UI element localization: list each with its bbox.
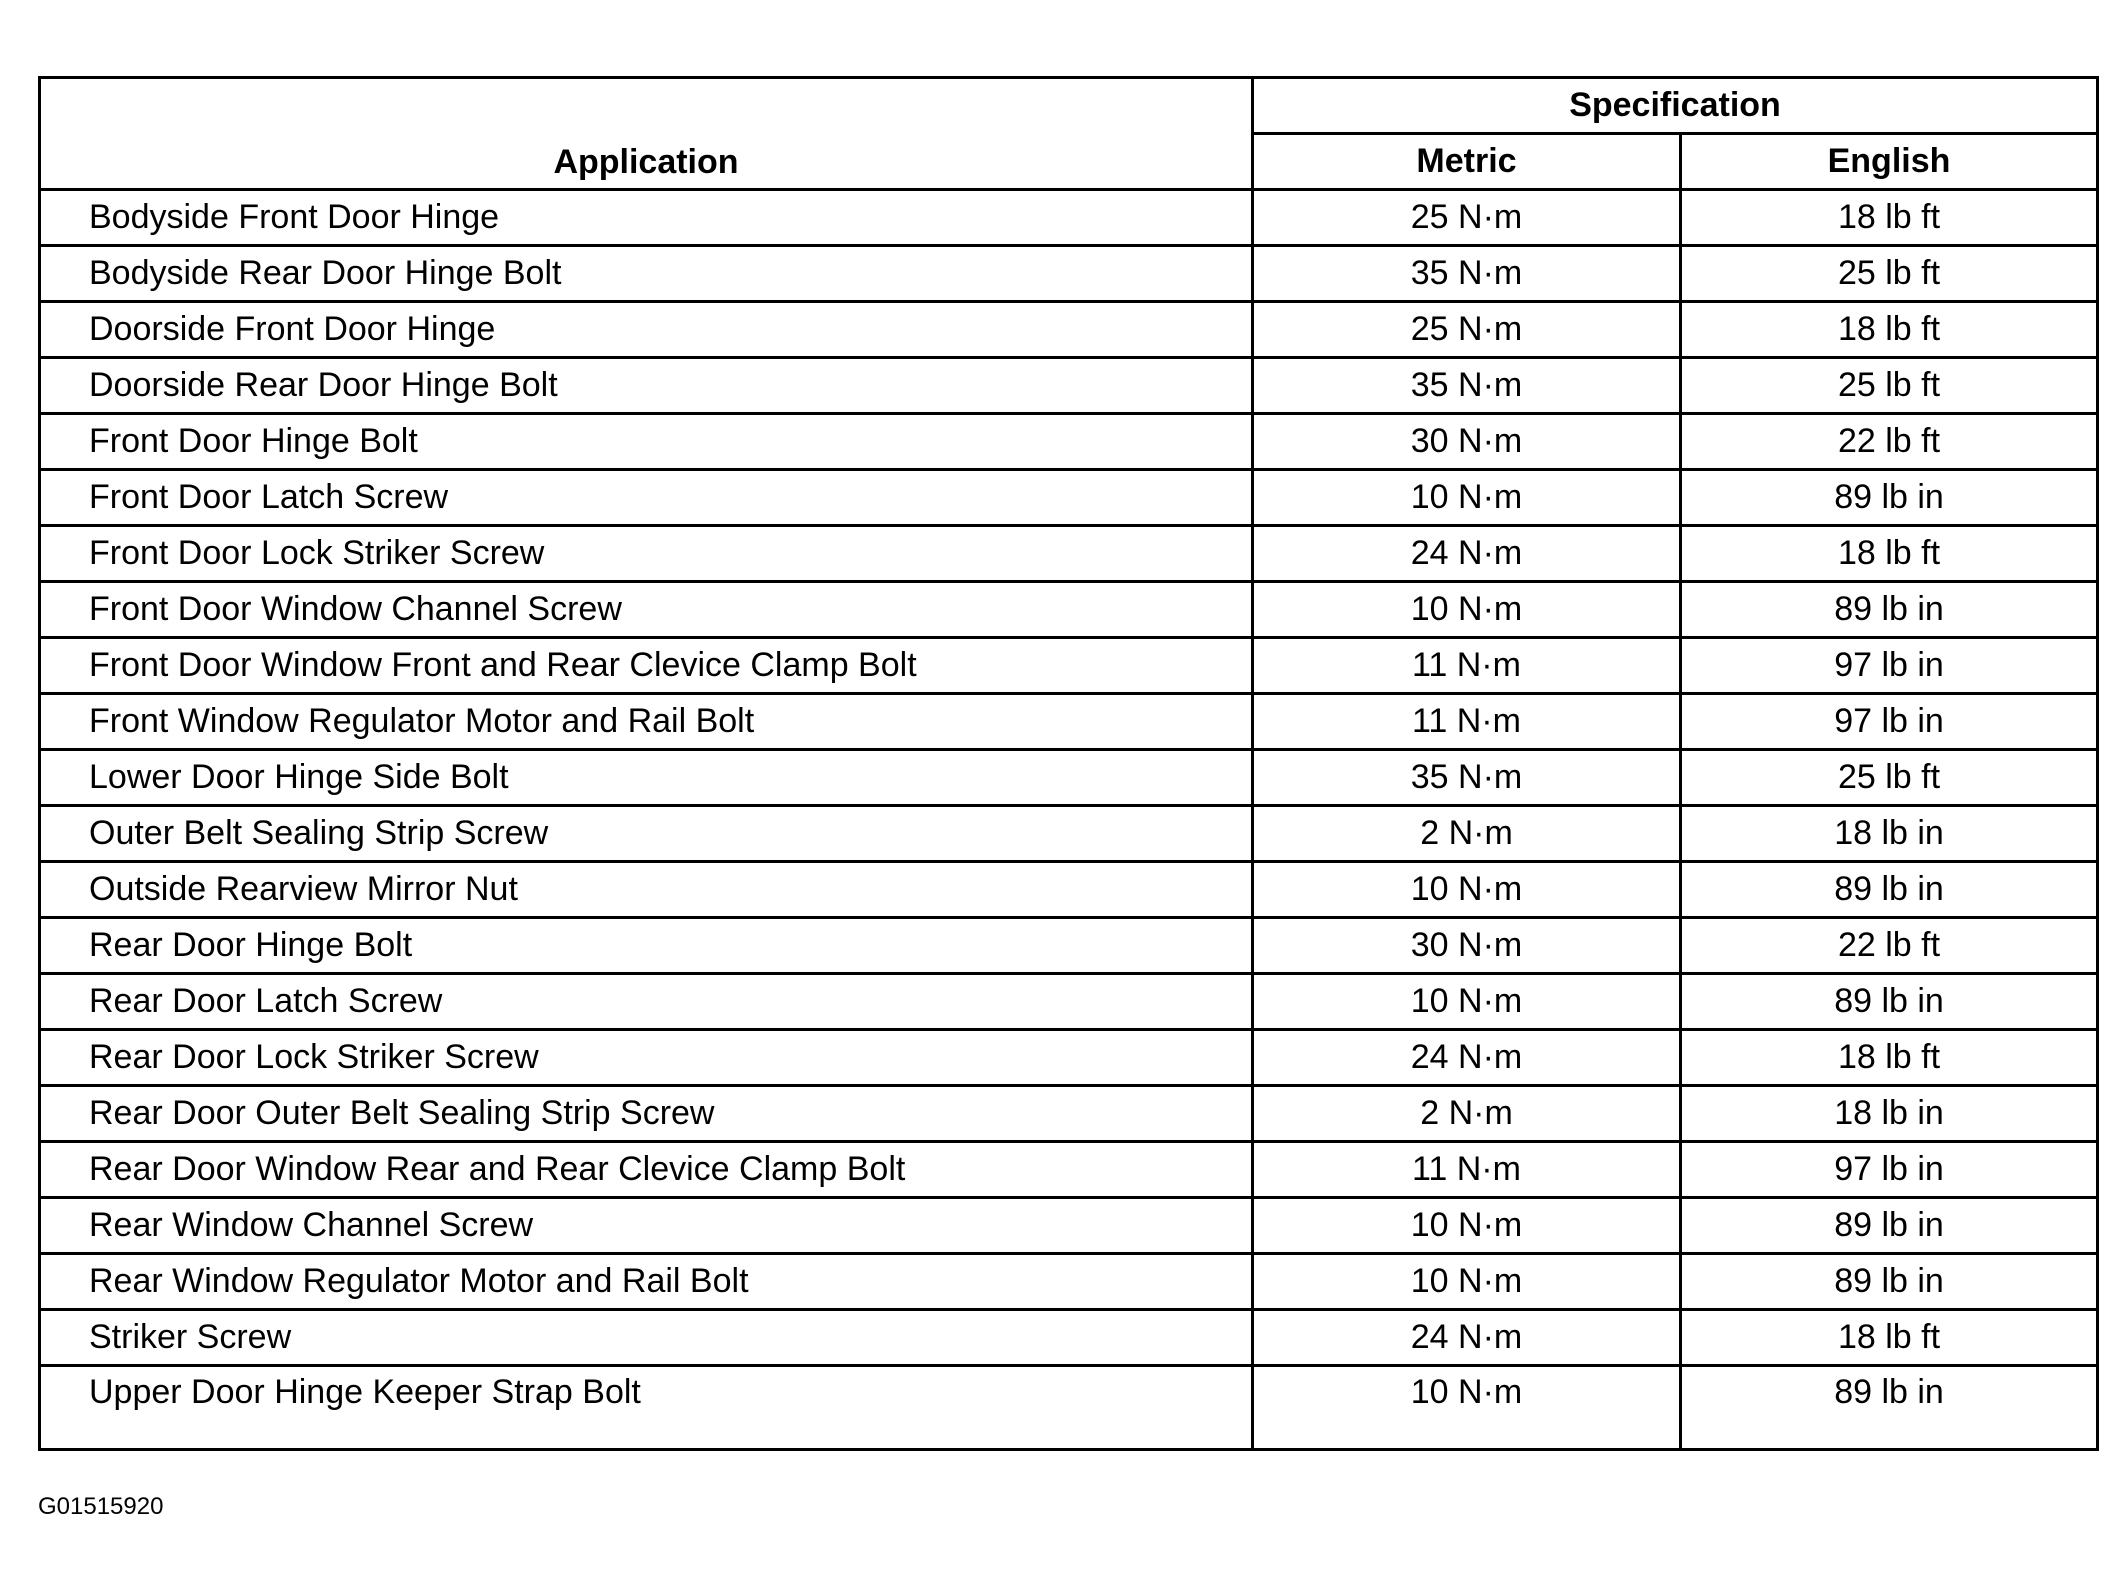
table-header bbox=[40, 78, 2098, 190]
metric-cell: 11 N·m bbox=[1253, 1142, 1681, 1198]
metric-cell: 2 N·m bbox=[1253, 1086, 1681, 1142]
english-cell: 25 lb ft bbox=[1681, 358, 2098, 414]
metric-cell: 10 N·m bbox=[1253, 1198, 1681, 1254]
table-row bbox=[40, 862, 2098, 918]
application-cell: Rear Door Hinge Bolt bbox=[40, 918, 1253, 974]
application-header: Application bbox=[40, 78, 1253, 190]
metric-cell: 11 N·m bbox=[1253, 638, 1681, 694]
english-cell: 22 lb ft bbox=[1681, 414, 2098, 470]
table-row bbox=[40, 526, 2098, 582]
english-cell: 18 lb ft bbox=[1681, 190, 2098, 246]
table-row bbox=[40, 918, 2098, 974]
application-cell: Doorside Rear Door Hinge Bolt bbox=[40, 358, 1253, 414]
table-row bbox=[40, 358, 2098, 414]
metric-cell: 10 N·m bbox=[1253, 582, 1681, 638]
table-body bbox=[40, 190, 2098, 1450]
table-row bbox=[40, 1310, 2098, 1366]
metric-cell: 10 N·m bbox=[1253, 862, 1681, 918]
english-cell: 18 lb in bbox=[1681, 806, 2098, 862]
application-cell: Upper Door Hinge Keeper Strap Bolt bbox=[40, 1366, 1253, 1450]
figure-id: G01515920 bbox=[38, 1493, 164, 1520]
metric-cell: 24 N·m bbox=[1253, 1030, 1681, 1086]
application-cell: Rear Door Outer Belt Sealing Strip Screw bbox=[40, 1086, 1253, 1142]
application-cell: Doorside Front Door Hinge bbox=[40, 302, 1253, 358]
metric-cell: 24 N·m bbox=[1253, 526, 1681, 582]
application-cell: Outside Rearview Mirror Nut bbox=[40, 862, 1253, 918]
table-row bbox=[40, 1142, 2098, 1198]
english-cell: 89 lb in bbox=[1681, 582, 2098, 638]
application-cell: Front Window Regulator Motor and Rail Bolt bbox=[40, 694, 1253, 750]
application-cell: Front Door Lock Striker Screw bbox=[40, 526, 1253, 582]
application-cell: Striker Screw bbox=[40, 1310, 1253, 1366]
application-cell: Rear Door Lock Striker Screw bbox=[40, 1030, 1253, 1086]
application-cell: Rear Door Window Rear and Rear Clevice Clamp Bolt bbox=[40, 1142, 1253, 1198]
table-row bbox=[40, 1030, 2098, 1086]
metric-header: Metric bbox=[1253, 134, 1681, 190]
table-row bbox=[40, 694, 2098, 750]
specification-header: Specification bbox=[1253, 78, 2098, 134]
metric-cell: 30 N·m bbox=[1253, 918, 1681, 974]
table-row bbox=[40, 638, 2098, 694]
table-row bbox=[40, 414, 2098, 470]
application-cell: Outer Belt Sealing Strip Screw bbox=[40, 806, 1253, 862]
metric-cell: 35 N·m bbox=[1253, 750, 1681, 806]
english-cell: 89 lb in bbox=[1681, 470, 2098, 526]
english-cell: 89 lb in bbox=[1681, 1198, 2098, 1254]
table-row bbox=[40, 974, 2098, 1030]
table-row bbox=[40, 190, 2098, 246]
english-cell: 18 lb ft bbox=[1681, 1310, 2098, 1366]
table-row bbox=[40, 582, 2098, 638]
english-cell: 25 lb ft bbox=[1681, 750, 2098, 806]
table-row bbox=[40, 246, 2098, 302]
metric-cell: 24 N·m bbox=[1253, 1310, 1681, 1366]
metric-cell: 11 N·m bbox=[1253, 694, 1681, 750]
application-cell: Front Door Hinge Bolt bbox=[40, 414, 1253, 470]
english-cell: 89 lb in bbox=[1681, 862, 2098, 918]
english-cell: 22 lb ft bbox=[1681, 918, 2098, 974]
table-row bbox=[40, 806, 2098, 862]
english-cell: 97 lb in bbox=[1681, 694, 2098, 750]
application-cell: Front Door Window Channel Screw bbox=[40, 582, 1253, 638]
metric-cell: 10 N·m bbox=[1253, 1366, 1681, 1450]
table-row bbox=[40, 1198, 2098, 1254]
metric-cell: 10 N·m bbox=[1253, 974, 1681, 1030]
english-cell: 25 lb ft bbox=[1681, 246, 2098, 302]
application-cell: Bodyside Rear Door Hinge Bolt bbox=[40, 246, 1253, 302]
metric-cell: 10 N·m bbox=[1253, 470, 1681, 526]
english-cell: 89 lb in bbox=[1681, 1366, 2098, 1450]
metric-cell: 25 N·m bbox=[1253, 302, 1681, 358]
metric-cell: 30 N·m bbox=[1253, 414, 1681, 470]
english-cell: 18 lb ft bbox=[1681, 302, 2098, 358]
english-cell: 89 lb in bbox=[1681, 974, 2098, 1030]
table-row bbox=[40, 302, 2098, 358]
english-cell: 97 lb in bbox=[1681, 1142, 2098, 1198]
application-cell: Front Door Window Front and Rear Clevice Clamp Bolt bbox=[40, 638, 1253, 694]
table-row bbox=[40, 1086, 2098, 1142]
table-row bbox=[40, 470, 2098, 526]
metric-cell: 35 N·m bbox=[1253, 358, 1681, 414]
english-cell: 89 lb in bbox=[1681, 1254, 2098, 1310]
metric-cell: 10 N·m bbox=[1253, 1254, 1681, 1310]
english-cell: 97 lb in bbox=[1681, 638, 2098, 694]
english-cell: 18 lb ft bbox=[1681, 1030, 2098, 1086]
application-cell: Rear Door Latch Screw bbox=[40, 974, 1253, 1030]
torque-spec-table bbox=[38, 76, 2099, 1451]
english-cell: 18 lb ft bbox=[1681, 526, 2098, 582]
table-row bbox=[40, 1254, 2098, 1310]
table-row bbox=[40, 750, 2098, 806]
application-cell: Front Door Latch Screw bbox=[40, 470, 1253, 526]
application-cell: Bodyside Front Door Hinge bbox=[40, 190, 1253, 246]
metric-cell: 35 N·m bbox=[1253, 246, 1681, 302]
english-cell: 18 lb in bbox=[1681, 1086, 2098, 1142]
english-header: English bbox=[1681, 134, 2098, 190]
table-row bbox=[40, 1366, 2098, 1450]
metric-cell: 25 N·m bbox=[1253, 190, 1681, 246]
metric-cell: 2 N·m bbox=[1253, 806, 1681, 862]
application-cell: Rear Window Regulator Motor and Rail Bolt bbox=[40, 1254, 1253, 1310]
application-cell: Rear Window Channel Screw bbox=[40, 1198, 1253, 1254]
application-cell: Lower Door Hinge Side Bolt bbox=[40, 750, 1253, 806]
